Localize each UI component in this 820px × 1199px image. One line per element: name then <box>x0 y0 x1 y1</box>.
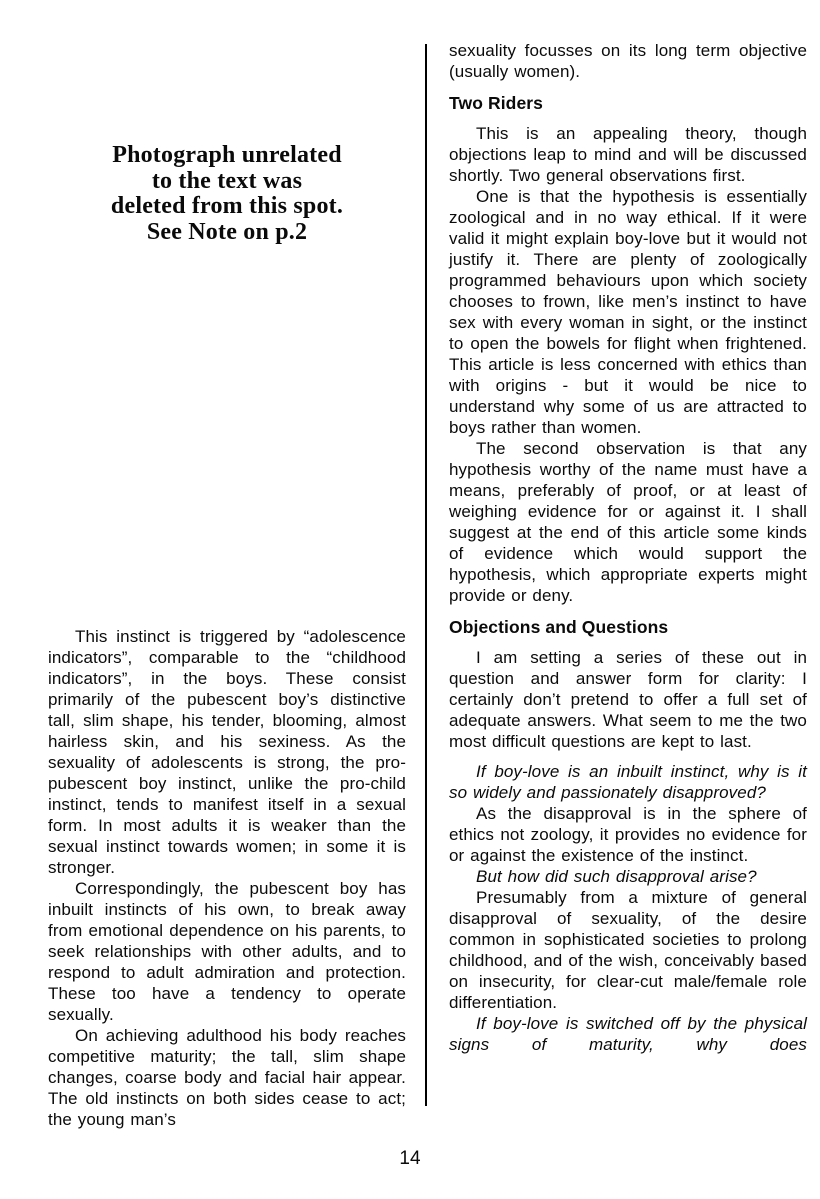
paragraph-instinct-triggered: This instinct is triggered by “adolescence indicators”, comparable to the “childhood indicators”, in the boys. These consist primarily of the pubescent boy’s distinctive tall, slim shape, his tender, blooming, almost hairless skin, and his sexiness. As the sexuality of adolescents is strong, the pro-pubescent boy instinct, unlike the pro-child instinct, tends to manifest itself in a sexual form. In most adults it is weaker than the sexual instinct towards women; in some it is stronger. <box>48 627 406 877</box>
paragraph-correspondingly: Correspondingly, the pubescent boy has inbuilt instincts of his own, to break away from emotional dependence on his parents, to seek relationships with other adults, and to respond to adult admiration and protection. These too have a tendency to operate sexually. <box>48 879 406 1024</box>
heading-two-riders: Two Riders <box>449 93 544 113</box>
left-column-text <box>48 626 406 1130</box>
paragraph-setting-series: I am setting a series of these out in question and answer form for clarity: I certainly don’t pretend to offer a full set of adequate answers. What seem to me the two most difficult questions are kept to last. <box>449 648 807 751</box>
paragraph-disapproval-sphere: As the disapproval is in the sphere of ethics not zoology, it provides no evidence for or against the existence of the instinct. <box>449 804 807 865</box>
notice-line-3: deleted from this spot. <box>110 193 344 219</box>
notice-line-4: See Note on p.2 <box>146 218 308 245</box>
question-switched-off-continuation: If boy-love is switched off by the physical signs of maturity, why does <box>449 1014 807 1054</box>
notice-line-1: Photograph unrelated <box>112 142 342 168</box>
right-column <box>449 40 807 1055</box>
question-disapproval-arise: But how did such disapproval arise? <box>476 867 757 886</box>
paragraph-one-is-hypothesis: One is that the hypothesis is essentially zoological and in no way ethical. If it were valid it might explain boy-love but it would not justify it. There are plenty of zoologically programmed behaviours upon which society chooses to frown, like men’s instinct to have sex with every woman in sight, or the instinct to open the bowels for flight when frightened. This article is less concerned with ethics than with origins - but it would be nice to understand why some of us are attracted to boys rather than women. <box>449 187 807 437</box>
paragraph-presumably-mixture: Presumably from a mixture of general disapproval of sexuality, of the desire common in sophisticated societies to prolong childhood, and of the wish, conceivably based on insecurity, for clear-cut male/female role differentiation. <box>449 888 807 1012</box>
photo-deleted-notice <box>48 143 406 245</box>
paragraph-second-observation: The second observation is that any hypothesis worthy of the name must have a means, preferably of proof, or at least of weighing evidence for or against it. I shall suggest at the end of this article some kinds of evidence which would support the hypothesis, which appropriate experts might provide or deny. <box>449 439 807 605</box>
heading-objections-and-questions: Objections and Questions <box>449 617 669 637</box>
paragraph-continuation-sexuality: sexuality focusses on its long term objective (usually women). <box>449 41 807 81</box>
notice-line-2: to the text was <box>151 167 303 194</box>
column-divider-rule <box>425 44 427 1106</box>
left-column <box>48 0 406 1129</box>
question-inbuilt-instinct: If boy-love is an inbuilt instinct, why is it so widely and passionately disapproved? <box>449 762 807 802</box>
paragraph-appealing-theory: This is an appealing theory, though objections leap to mind and will be discussed shortly. Two general observations first. <box>449 124 807 185</box>
paragraph-on-achieving-adulthood: On achieving adulthood his body reaches competitive maturity; the tall, slim shape changes, coarse body and facial hair appear. The old instincts on both sides cease to act; the young man’s <box>48 1026 406 1129</box>
page-number: 14 <box>399 1148 421 1169</box>
